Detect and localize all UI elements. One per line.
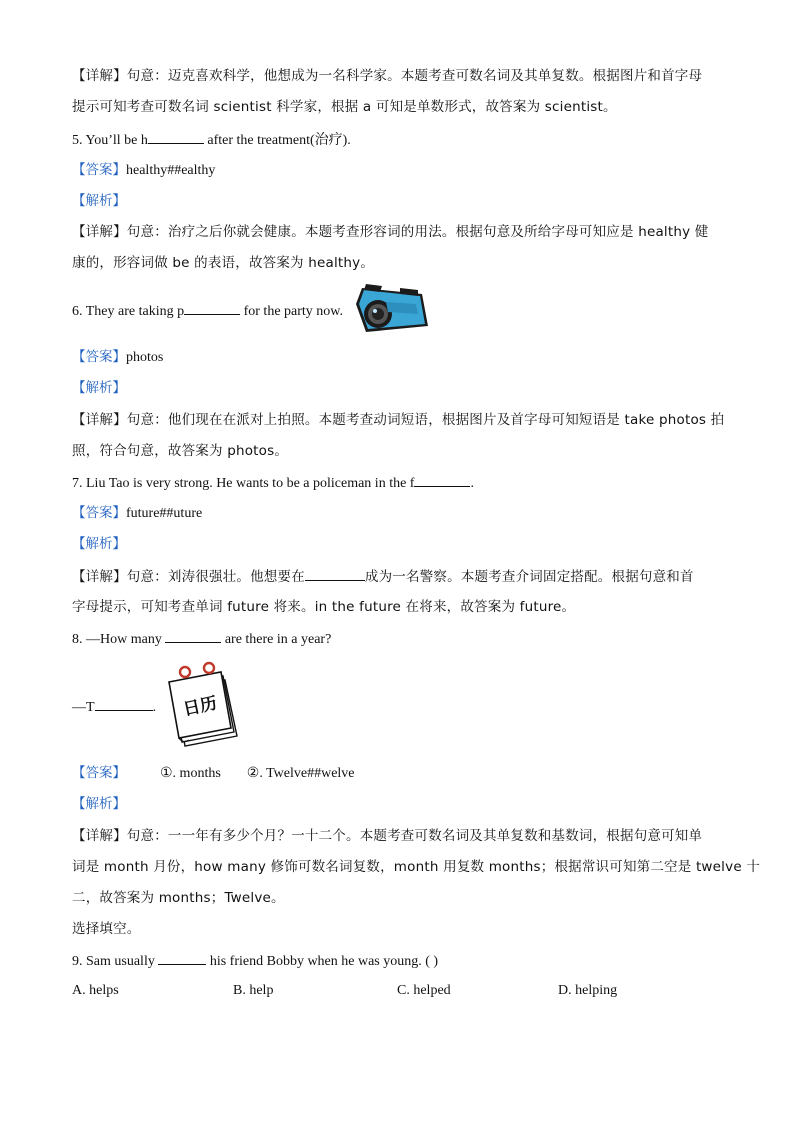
analysis-tag: 【解析】: [72, 193, 126, 209]
question-6-text-b: for the party now.: [240, 304, 344, 319]
answer-8: [72, 763, 722, 784]
question-9: [72, 950, 722, 972]
calendar-label: 日历: [181, 693, 219, 721]
detail-q4-line1: 【详解】句意：迈克喜欢科学，他想成为一名科学家。本题考查可数名词及其单复数。根据图片和首字母: [72, 68, 703, 84]
calendar-picture: [163, 660, 251, 748]
question-6-text-a: 6. They are taking p: [72, 304, 185, 319]
detail-q7-line2: 字母提示，可知考查单词 future 将来。in the future 在将来，故答案为 future。: [72, 599, 576, 615]
answer-blank[interactable]: [148, 129, 204, 144]
question-7-text-a: 7. Liu Tao is very strong. He wants to be a policeman in the f: [72, 476, 415, 491]
answer-8-value-1: ①. months: [160, 766, 221, 781]
option-b[interactable]: B. help: [233, 983, 274, 998]
detail-q4-line2: 提示可知考查可数名词 scientist 科学家，根据 a 可知是单数形式，故答案为 scientist。: [72, 99, 617, 115]
question-9-text-a: 9. Sam usually: [72, 954, 159, 969]
detail-q6-line1: 【详解】句意：他们现在在派对上拍照。本题考查动词短语，根据图片及首字母可知短语是 take photos 拍: [72, 412, 725, 428]
question-7-text-b: .: [470, 476, 474, 491]
option-a[interactable]: A. helps: [72, 983, 119, 998]
detail-q8-line3: 二，故答案为 months；Twelve。: [72, 890, 285, 906]
detail-q7-text-a: 【详解】句意：刘涛很强壮。他想要在: [72, 569, 305, 585]
answer-blank: [305, 566, 365, 581]
question-8: [72, 628, 722, 650]
answer-7: [72, 503, 722, 524]
camera-picture: [352, 280, 432, 338]
camera-icon: [352, 280, 432, 338]
detail-q7-text-b: 成为一名警察。本题考查介词固定搭配。根据句意和首: [364, 569, 694, 585]
answer-6: [72, 347, 722, 368]
detail-q6-line2: 照，符合句意，故答案为 photos。: [72, 443, 289, 459]
answer-tag: 【答案】: [72, 765, 126, 781]
question-8-text-c: —T: [72, 700, 95, 715]
answer-blank[interactable]: [158, 950, 206, 965]
detail-q5-line1: 【详解】句意：治疗之后你就会健康。本题考查形容词的用法。根据句意及所给字母可知应是 healthy 健: [72, 224, 709, 240]
detail-q8-line2: 词是 month 月份，how many 修饰可数名词复数，month 用复数 months；根据常识可知第二空是 twelve 十: [72, 859, 761, 875]
analysis-tag: 【解析】: [72, 536, 126, 552]
question-8-text-d: .: [152, 700, 157, 715]
answer-tag: 【答案】: [72, 349, 126, 365]
question-5-text-a: 5. You’ll be h: [72, 133, 148, 148]
question-8-text-a: 8. —How many: [72, 632, 166, 647]
detail-q7-line1: [72, 566, 722, 587]
option-d[interactable]: D. helping: [558, 983, 618, 998]
answer-blank[interactable]: [414, 472, 470, 487]
question-8-text-b: are there in a year?: [221, 632, 332, 647]
answer-blank[interactable]: [95, 696, 153, 711]
answer-8-value-2: ②. Twelve##welve: [246, 766, 355, 781]
calendar-icon: [163, 660, 251, 748]
detail-q5-line2: 康的，形容词做 be 的表语，故答案为 healthy。: [72, 255, 375, 271]
detail-q8-line1: 【详解】句意：一一年有多少个月？一十二个。本题考查可数名词及其单复数和基数词，根据句意可知单: [72, 828, 703, 844]
answer-5-value: healthy##ealthy: [126, 163, 216, 178]
question-5-text-b: after the treatment(治疗).: [203, 133, 351, 148]
question-9-text-b: his friend Bobby when he was young. ( ): [206, 954, 439, 969]
answer-7-value: future##uture: [126, 506, 203, 521]
analysis-tag: 【解析】: [72, 380, 126, 396]
answer-blank[interactable]: [165, 628, 221, 643]
answer-blank[interactable]: [184, 300, 240, 315]
section-heading: 选择填空。: [72, 921, 141, 937]
answer-5: [72, 160, 722, 181]
option-c[interactable]: C. helped: [397, 983, 451, 998]
answer-tag: 【答案】: [72, 162, 126, 178]
question-7: [72, 472, 722, 494]
answer-6-value: photos: [126, 350, 164, 365]
analysis-tag: 【解析】: [72, 796, 126, 812]
question-5: [72, 129, 722, 151]
answer-tag: 【答案】: [72, 505, 126, 521]
